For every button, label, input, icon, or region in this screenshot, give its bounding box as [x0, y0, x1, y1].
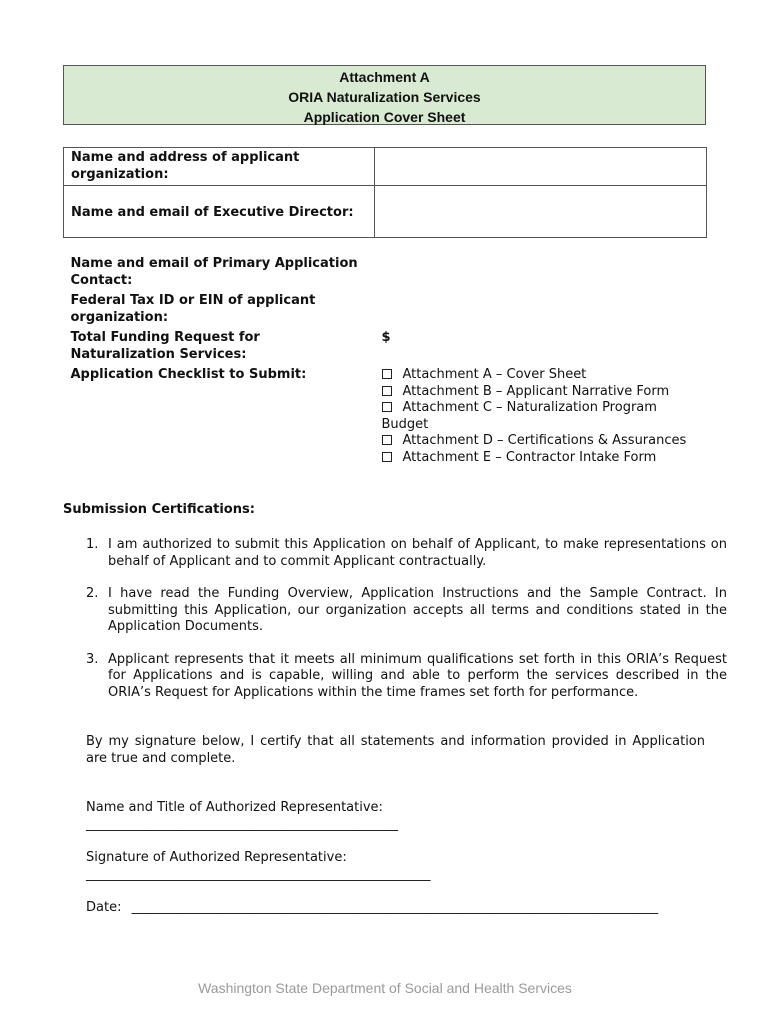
- contact-label: Name and email of Primary Application Contact:: [70, 256, 358, 288]
- contact-field[interactable]: [375, 238, 707, 292]
- checklist-item-label: Attachment B – Applicant Narrative Form: [402, 383, 670, 399]
- footer-text: Washington State Department of Social and Health Services: [198, 980, 572, 996]
- name-title-label: Name and Title of Authorized Representative:: [86, 800, 383, 815]
- table-row: [64, 328, 707, 365]
- signature-line[interactable]: _____________________________________________________: [86, 867, 431, 882]
- checkbox-icon[interactable]: [382, 386, 392, 396]
- funding-label: Total Funding Request for Naturalization Services:: [70, 330, 260, 362]
- item-text: Applicant represents that it meets all minimum qualifications set forth in this ORIA’s Request for Applications and is capable, willing and able to perform the services described in the ORIA’s Request for Applications within the time frames set forth for performance.: [108, 651, 727, 700]
- item-text: I have read the Funding Overview, Application Instructions and the Sample Contract. In submitting this Application, our organization accepts all terms and conditions stated in the Application Documents.: [108, 586, 727, 634]
- checklist: [375, 365, 707, 495]
- list-item: [86, 537, 727, 570]
- date-row: [86, 900, 658, 917]
- header-line-2: ORIA Naturalization Services: [288, 89, 481, 105]
- checklist-label: Application Checklist to Submit:: [70, 367, 307, 382]
- checklist-item[interactable]: [382, 400, 700, 433]
- checkbox-icon[interactable]: [382, 452, 392, 462]
- name-title-line[interactable]: ________________________________________________: [86, 817, 398, 832]
- submission-title: Submission Certifications:: [63, 502, 255, 517]
- checklist-item[interactable]: [382, 367, 700, 384]
- funding-value: $: [381, 330, 391, 345]
- checkbox-icon[interactable]: [382, 402, 392, 412]
- table-row: [64, 238, 707, 292]
- checklist-item[interactable]: [382, 384, 700, 401]
- item-number: 2.: [86, 586, 99, 601]
- director-label: Name and email of Executive Director:: [64, 186, 375, 238]
- item-number: 3.: [86, 651, 99, 667]
- checklist-item[interactable]: [382, 433, 700, 450]
- table-row: [64, 291, 707, 328]
- table-row: [64, 365, 707, 495]
- checklist-item-label: Attachment A – Cover Sheet: [402, 367, 587, 382]
- org-field[interactable]: [375, 148, 707, 186]
- funding-field[interactable]: [375, 328, 707, 365]
- checkbox-icon[interactable]: [382, 369, 392, 379]
- applicant-info-table: [63, 147, 707, 495]
- director-field[interactable]: [375, 186, 707, 238]
- date-label: Date:: [86, 900, 122, 915]
- item-text: I am authorized to submit this Application on behalf of Applicant, to make representations on behalf of Applicant and to commit Applicant contractually.: [108, 537, 727, 569]
- checklist-item[interactable]: [382, 450, 700, 467]
- header-line-1: Attachment A: [339, 69, 430, 85]
- certifications-list: [86, 537, 727, 717]
- org-label: Name and address of applicant organization:: [64, 148, 375, 186]
- tax-field[interactable]: [375, 291, 707, 328]
- header-banner: [63, 65, 706, 125]
- signature-label: Signature of Authorized Representative:: [86, 850, 347, 865]
- table-row: [64, 148, 707, 186]
- checklist-item-label: Attachment D – Certifications & Assurances: [402, 433, 687, 448]
- checklist-item-label: Attachment E – Contractor Intake Form: [402, 449, 657, 465]
- checklist-item-label: Attachment C – Naturalization Program Budget: [381, 400, 657, 432]
- date-line[interactable]: _________________________________________________________________________________: [131, 900, 659, 915]
- checkbox-icon[interactable]: [382, 435, 392, 445]
- item-number: 1.: [86, 537, 99, 552]
- list-item: [86, 586, 727, 636]
- header-line-3: Application Cover Sheet: [303, 109, 466, 125]
- list-item: [86, 651, 727, 702]
- table-row: [64, 186, 707, 238]
- tax-label: Federal Tax ID or EIN of applicant organization:: [70, 293, 316, 325]
- certify-statement: By my signature below, I certify that all statements and information provided in Application are true and complete.: [86, 734, 705, 766]
